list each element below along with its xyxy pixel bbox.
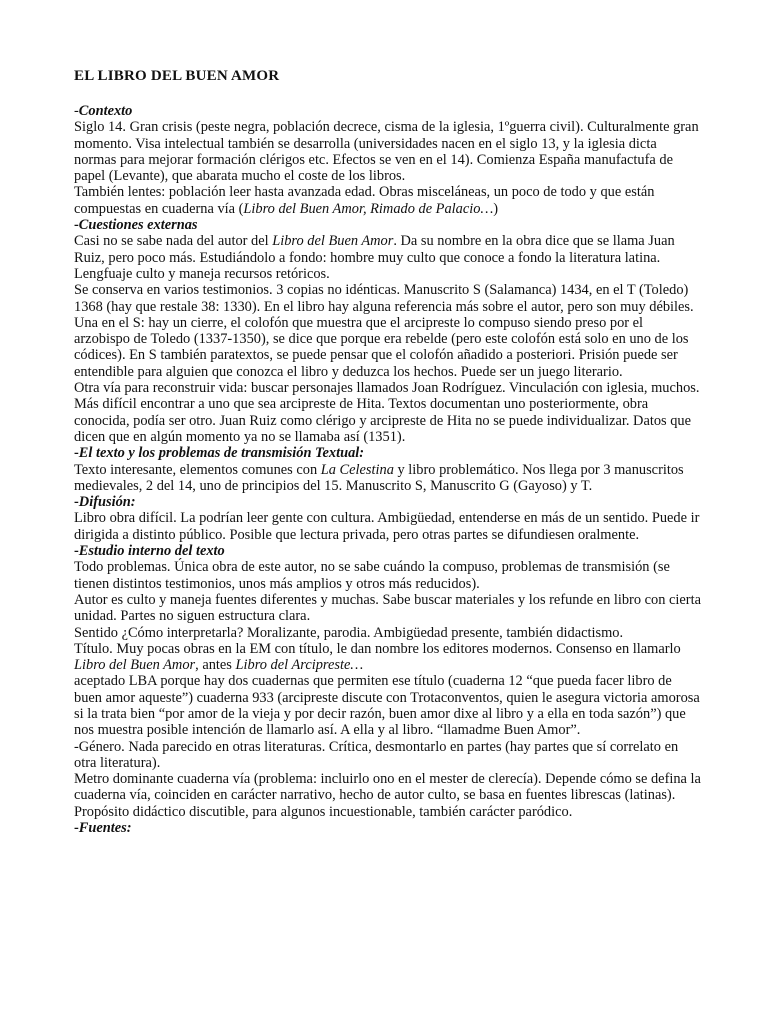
section-heading-cuestiones: -Cuestiones externas (74, 217, 198, 234)
work-title: Libro del Buen Amor, Rimado de Palacio… (243, 200, 494, 217)
work-title: Libro del Buen Amor (272, 233, 394, 250)
paragraph-estudio-5: aceptado LBA porque hay dos cuadernas que permiten ese título (cuaderna 12 “que pueda facer libro de buen amor aqueste”) cuaderna 933 (arcipreste discute con Trotaconventos, quien le asegura victoria amorosa si la trata bien “por amor de la vieja y por decir razón, buen amor dixe al libro y a ella en toda sazón”) que nos muestra posible intención de llamarlo así. A ella y al libro. “llamadme Buen Amor”. (74, 673, 700, 739)
work-title: La Celestina (320, 461, 394, 478)
paragraph-estudio-2: Autor es culto y maneja fuentes diferentes y muchas. Sabe buscar materiales y los refunde en libro con cierta unidad. Partes no siguen estructura clara. (74, 591, 701, 625)
section-heading-contexto: -Contexto (74, 103, 133, 119)
paragraph-estudio-1: Todo problemas. Única obra de este autor, no se sabe cuándo la compuso, problemas de transmisión (se tienen distintos testimonios, unos más amplios y otros más reducidos). (74, 559, 670, 592)
paragraph-difusion-1: Libro obra difícil. La podrían leer gente con cultura. Ambigüedad, entenderse en más de un sentido. Puede ir dirigida a distinto público. Posible que lectura privada, pero otras partes se difundiesen oralmente. (74, 510, 700, 543)
paragraph-contexto-2: También lentes: población leer hasta avanzada edad. Obras misceláneas, un poco de todo y que están compuestas en cuaderna vía (Libro del Buen Amor, Rimado de Palacio…) (74, 184, 655, 217)
document-body (74, 103, 702, 836)
paragraph-estudio-7: Metro dominante cuaderna vía (problema: incluirlo ono en el mester de clerecía). Depende cómo se defina la cuaderna vía, coinciden en carácter narrativo, hecho de autor culto, se basa en fuentes librescas (latinas). Propósito didáctico discutible, para algunos incuestionable, también carácter paródico. (74, 771, 701, 820)
paragraph-cuestiones-1: Casi no se sabe nada del autor del Libro del Buen Amor. Da su nombre en la obra dice que se llama Juan Ruiz, pero poco más. Estudiándolo a fondo: hombre muy culto que conoce a fondo la literatura latina. Lengfuaje culto y maneja recursos retóricos. (74, 233, 675, 282)
paragraph-cuestiones-3: Otra vía para reconstruir vida: buscar personajes llamados Joan Rodríguez. Vinculación con iglesia, muchos. Más difícil encontrar a uno que sea arcipreste de Hita. Textos documentan uno posteriormente, obra conocida, podía ser otro. Juan Ruiz como clérigo y arcipreste de Hita no se puede individualizar. Datos que dicen que en algún momento ya no se llamaba así (1351). (74, 380, 700, 445)
work-title: Libro del Buen Amor (74, 657, 196, 674)
section-heading-difusion: -Difusión: (74, 494, 136, 511)
section-heading-fuentes: -Fuentes: (74, 820, 132, 837)
section-heading-estudio: -Estudio interno del texto (74, 543, 225, 560)
paragraph-estudio-4: Título. Muy pocas obras en la EM con título, le dan nombre los editores modernos. Consenso en llamarlo Libro del Buen Amor, antes Libro del Arcipreste… (74, 640, 681, 674)
paragraph-contexto-1: Siglo 14. Gran crisis (peste negra, población decrece, cisma de la iglesia, 1ºguerra civil). Culturalmente gran momento. Visa intelectual también se desarrolla (universidades nacen en el siglo 13, y la iglesia dicta normas para mejorar formación clérigos etc. Efectos se ven en el 14). Comienza España manufactufa de papel (Levante), que abarata mucho el coste de los libros. (74, 119, 699, 185)
paragraph-cuestiones-2: Se conserva en varios testimonios. 3 copias no idénticas. Manuscrito S (Salamanca) 1434, en el T (Toledo) 1368 (hay que restale 38: 1330). En el libro hay alguna referencia más sobre el autor, pero son muy débiles. Una en el S: hay un cierre, el colofón que muestra que el arcipreste lo compuso siendo preso por el arzobispo de Toledo (1337-1350), se dice que porque era rebelde (pero este colofón está solo en uno de los códices). En S también paratextos, se puede pensar que el colofón añadido a posteriori. Prisión puede ser entendible para alguien que conozca el libro y deduzca los hechos. Puede ser un juego literario. (74, 282, 694, 380)
paragraph-estudio-3: Sentido ¿Cómo interpretarla? Moralizante, parodia. Ambigüedad presente, también didactismo. (74, 624, 624, 641)
section-heading-texto: -El texto y los problemas de transmisión Textual: (74, 445, 365, 462)
paragraph-texto-1: Texto interesante, elementos comunes con La Celestina y libro problemático. Nos llega por 3 manuscritos medievales, 2 del 14, uno de principios del 15. Manuscrito S, Manuscrito G (Gayoso) y T. (74, 461, 684, 494)
document-title: EL LIBRO DEL BUEN AMOR (74, 68, 280, 84)
paragraph-estudio-6: -Género. Nada parecido en otras literaturas. Crítica, desmontarlo en partes (hay partes que sí correlato en otra literatura). (74, 738, 679, 771)
work-title: Libro del Arcipreste… (235, 657, 364, 674)
